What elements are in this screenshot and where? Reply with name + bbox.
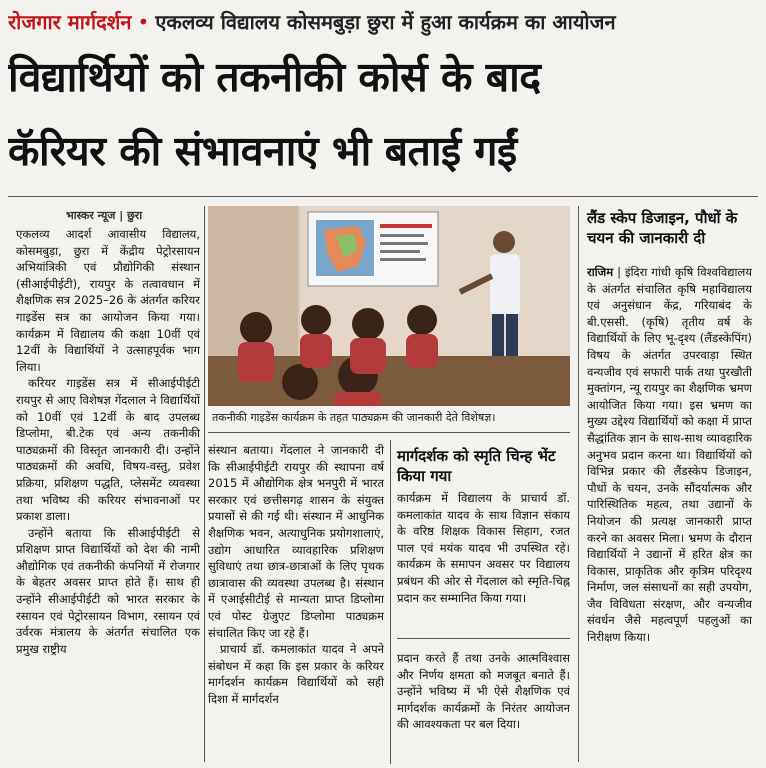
classroom-photo-illustration [208, 206, 570, 406]
side-story-body: राजिम | इंदिरा गांधी कृषि विश्वविद्यालय के अंतर्गत संचालित कृषि महाविद्यालय एवं अनुसंधान केंद्र, गरियाबंद के बी.एससी. (कृषि) तृतीय वर्ष के विद्यार्थियों के लिए भू-दृश्य (लैंडस्केपिंग) विषय के अंतर्गत उपरवाड़ा स्थित वन्यजीव एवं सफारी पार्क तथा पुरखौती मुक्तांगन, न्यू रायपुर का शैक्षणिक भ्रमण आयोजित किया गया। इस भ्रमण का मुख्य उद्देश्य विद्यार्थियों को कक्षा में प्राप्त सैद्धांतिक ज्ञान के साथ-साथ व्यावहारिक अनुभव प्रदान करना था। विद्यार्थियों को विभिन्न प्रकार की लैंडस्केप डिजाइन, पौधों के चयन, उनके सौंदर्यात्मक और पारिस्थितिक महत्व, तथा उद्यानों के नियोजन की प्रत्यक्ष जानकारी प्राप्त करने का अवसर मिला। भ्रमण के दौरान विद्यार्थियों ने उद्यानों में हरित क्षेत्र का विकास, प्राकृतिक और कृत्रिम परिदृश्य निर्माण, जल संसाधनों का सही उपयोग, जैव विविधता संरक्षण, और वन्यजीव संवर्धन जैसे महत्वपूर्ण पहलुओं का निरीक्षण किया। [587, 265, 752, 645]
column-divider [390, 440, 391, 764]
subheading-memento: मार्गदर्शक को स्मृति चिन्ह भेंट किया गया [397, 447, 556, 485]
paragraph: उन्होंने बताया कि सीआईपीईटी से प्रशिक्षण प्राप्त विद्यार्थियों को देश की नामी औद्योगिक एवं तकनीकी कंपनियों में रोजगार के बेहतर अवसर प्राप्त होते हैं। साथ ही उन्होंने सीआईपीईटी को भारत सरकार के रसायन एवं पेट्रोरसायन विभाग, रसायन एवं उर्वरक मंत्रालय के अंतर्गत संचालित एक प्रमुख राष्ट्रीय [16, 525, 200, 656]
paragraph: करियर गाइडेंस सत्र में सीआईपीईटी रायपुर से आए विशेषज्ञ गेंदलाल ने विद्यार्थियों को 10वीं एवं 12वीं के बाद उपलब्ध डिप्लोमा, बी.टेक एवं अन्य तकनीकी पाठ्यक्रमों की विस्तृत जानकारी दी। उन्होंने पाठ्यक्रमों की अवधि, विषय-वस्तु, प्रवेश प्रक्रिया, प्रशिक्षण पद्धति, प्लेसमेंट व्यवस्था तथा भविष्य की करियर संभावनाओं पर प्रकाश डाला। [16, 376, 200, 524]
paragraph: इंदिरा गांधी कृषि विश्वविद्यालय के अंतर्गत संचालित कृषि महाविद्यालय एवं अनुसंधान केंद्र, गरियाबंद के बी.एससी. (कृषि) तृतीय वर्ष के विद्यार्थियों के लिए भू-दृश्य (लैंडस्केपिंग) विषय के अंतर्गत उपरवाड़ा स्थित वन्यजीव एवं सफारी पार्क तथा पुरखौती मुक्तांगन, न्यू रायपुर का शैक्षणिक भ्रमण आयोजित किया गया। इस भ्रमण का मुख्य उद्देश्य विद्यार्थियों को कक्षा में प्राप्त सैद्धांतिक ज्ञान के साथ-साथ व्यावहारिक अनुभव प्रदान करना था। विद्यार्थियों को विभिन्न प्रकार की लैंडस्केप डिजाइन, पौधों के चयन, उनके सौंदर्यात्मक और पारिस्थितिक महत्व, तथा उद्यानों के नियोजन की प्रत्यक्ष जानकारी प्राप्त करने का अवसर मिला। भ्रमण के दौरान विद्यार्थियों ने उद्यानों में हरित क्षेत्र का विकास, प्राकृतिक और कृत्रिम परिदृश्य निर्माण, जल संसाधनों का सही उपयोग, जैव विविधता संरक्षण, और वन्यजीव संवर्धन जैसे महत्वपूर्ण पहलुओं का निरीक्षण किया। [587, 265, 752, 645]
column-divider [578, 206, 579, 762]
photo-caption: तकनीकी गाइडेंस कार्यक्रम के तहत पाठ्यक्रम की जानकारी देते विशेषज्ञ। [212, 411, 496, 424]
paragraph: संस्थान बताया। गेंदलाल ने जानकारी दी कि सीआईपीईटी रायपुर की स्थापना वर्ष 2015 में औद्योगिक क्षेत्र भनपुरी में भारत सरकार एवं छत्तीसगढ़ शासन के संयुक्त प्रयासों से की गई थी। संस्थान में आधुनिक शैक्षणिक भवन, अत्याधुनिक प्रयोगशालाएं, उद्योग आधारित व्यावहारिक प्रशिक्षण सुविधाएं तथा छात्र-छात्राओं के लिए पृथक छात्रावास की व्यवस्था उपलब्ध है। संस्थान में एआईसीटीई से मान्यता प्राप्त डिप्लोमा एवं पोस्ट ग्रेजुएट डिप्लोमा पाठ्यक्रम संचालित किए जा रहे हैं। [208, 443, 384, 640]
byline: भास्कर न्यूज | छुरा [66, 209, 143, 222]
article-photo [208, 206, 570, 406]
headline-line-1: विद्यार्थियों को तकनीकी कोर्स के बाद [8, 53, 541, 101]
section-label: रोजगार मार्गदर्शन [8, 10, 132, 34]
divider-column-3 [397, 638, 570, 639]
paragraph: कार्यक्रम में विद्यालय के प्राचार्य डॉ. कमलाकांत यादव के साथ विज्ञान संकाय के वरिष्ठ शिक्षक विकास सिहाग, रजत पाल एवं मयंक यादव भी उपस्थित रहे। कार्यक्रम के समापन अवसर पर विद्यालय प्रबंधन की ओर से गेंदलाल को स्मृति-चिह्न प्रदान कर सम्मानित किया गया। [397, 491, 570, 605]
divider-top [8, 196, 758, 197]
side-story-heading: लैंड स्केप डिजाइन, पौधों के चयन की जानकारी दी [587, 209, 738, 247]
article-column-3 [397, 490, 570, 610]
dateline: राजिम [587, 265, 614, 279]
paragraph: प्रदान करते हैं तथा उनके आत्मविश्वास और निर्णय क्षमता को मजबूत बनाते हैं। उन्होंने भविष्य में भी ऐसे शैक्षणिक एवं मार्गदर्शक कार्यक्रमों के निरंतर आयोजन की आवश्यकता पर बल दिया। [397, 651, 570, 732]
kicker [8, 8, 760, 42]
article-column-3-continued [397, 650, 570, 766]
kicker-text: एकलव्य विद्यालय कोसमबुड़ा छुरा में हुआ कार्यक्रम का आयोजन [155, 10, 616, 34]
divider-under-photo [208, 432, 570, 433]
headline-line-2: कॅरियर की संभावनाएं भी बताई गईं [8, 127, 517, 175]
column-divider [204, 206, 205, 762]
paragraph: प्राचार्य डॉ. कमलाकांत यादव ने अपने संबोधन में कहा कि इस प्रकार के करियर मार्गदर्शन कार्यक्रम विद्यार्थियों को सही दिशा में मार्गदर्शन [208, 642, 384, 706]
article-column-1 [16, 226, 200, 766]
paragraph: एकलव्य आदर्श आवासीय विद्यालय, कोसमबुड़ा, छुरा में केंद्रीय पेट्रोरसायन अभियांत्रिकी एवं प्रौद्योगिकी संस्थान (सीआईपीईटी), रायपुर के तत्वावधान में शैक्षणिक सत्र 2025–26 के अंतर्गत करियर गाइडेंस सत्र का आयोजन किया गया। कार्यक्रम में विद्यालय की कक्षा 10वीं एवं 12वीं के विद्यार्थियों ने उत्साहपूर्वक भाग लिया। [16, 227, 200, 374]
article-column-2 [208, 442, 384, 766]
kicker-bullet: • [137, 10, 150, 34]
